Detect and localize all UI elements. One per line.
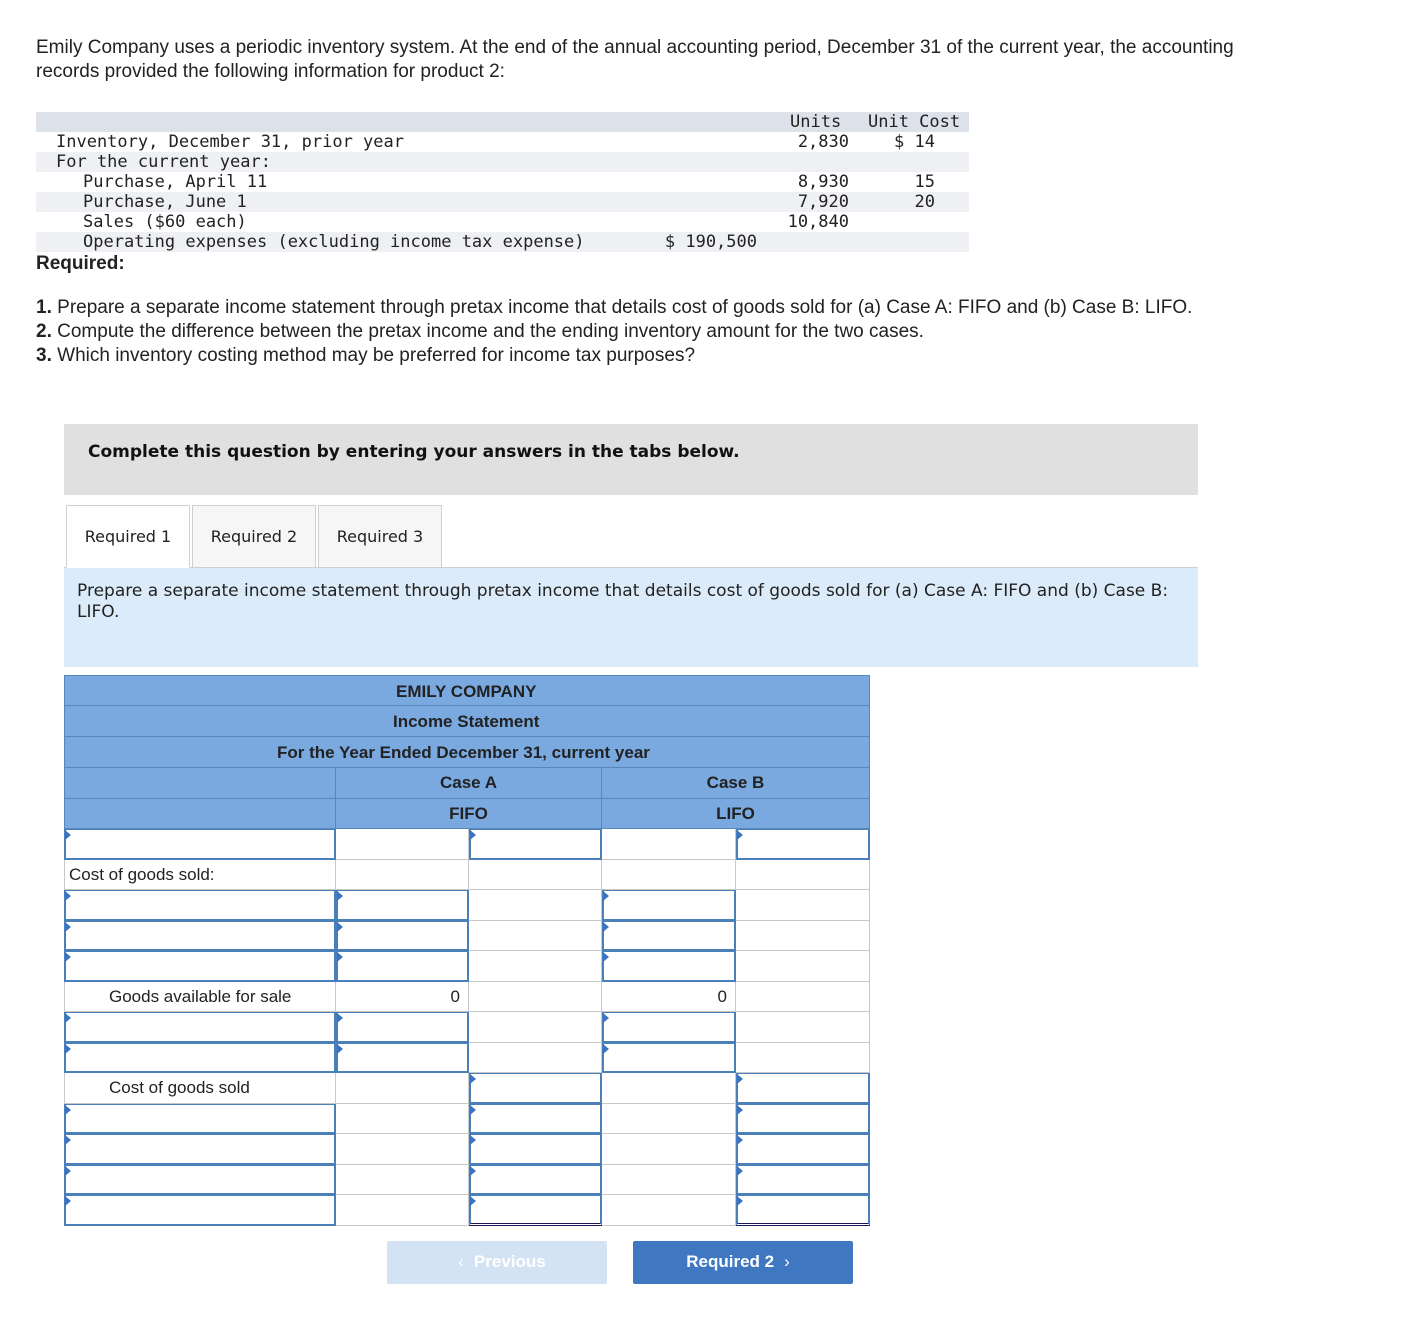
next-button-label: Required 2	[686, 1252, 775, 1271]
case-a-amount-input[interactable]	[469, 1104, 602, 1135]
line-item-input[interactable]	[64, 1043, 336, 1074]
requirement-number: 1.	[36, 297, 52, 318]
table-row	[36, 212, 969, 232]
row-label: For the current year:	[56, 152, 271, 172]
case-a-detail-input[interactable]	[336, 890, 469, 921]
row-amount: $ 190,500	[664, 232, 757, 252]
cogs-total-label: Cost of goods sold	[109, 1078, 250, 1097]
case-b-amount-input[interactable]	[736, 1165, 870, 1196]
case-b-detail-cell	[602, 1073, 736, 1104]
case-a-amount-input[interactable]	[469, 829, 602, 860]
case-a-detail-input[interactable]	[336, 1043, 469, 1074]
case-a-detail-cell	[336, 1134, 469, 1165]
list-item	[36, 296, 1266, 320]
line-item-input[interactable]	[64, 1012, 336, 1043]
case-a-header: Case A	[336, 768, 602, 799]
label-column-header	[64, 799, 336, 830]
problem-intro: Emily Company uses a periodic inventory system. At the end of the annual accounting period, December 31 of the current year, the accounting records provided the following information for product 2:	[36, 37, 1234, 82]
tab-required-2[interactable]: Required 2	[192, 505, 316, 568]
case-a-total-input[interactable]	[469, 1195, 602, 1226]
case-a-amount-cell	[469, 921, 602, 952]
case-header-row	[64, 768, 870, 799]
table-row	[64, 982, 870, 1013]
table-row	[64, 890, 870, 921]
case-a-detail-cell	[336, 1195, 469, 1226]
table-row	[36, 232, 969, 252]
unit-cost-header: Unit Cost	[868, 112, 961, 132]
case-b-detail-input[interactable]	[602, 1043, 736, 1074]
case-a-amount-cell	[469, 860, 602, 891]
requirements-list	[36, 296, 1266, 368]
table-row	[64, 1134, 870, 1165]
case-b-detail-input[interactable]	[602, 921, 736, 952]
tab-required-1[interactable]: Required 1	[66, 505, 190, 568]
case-a-detail-input[interactable]	[336, 921, 469, 952]
case-b-total-input[interactable]	[736, 1195, 870, 1226]
row-units: 7,920	[797, 192, 849, 212]
case-b-amount-input[interactable]	[736, 1104, 870, 1135]
case-a-amount-cell	[469, 982, 602, 1013]
table-row	[36, 132, 969, 152]
previous-button-label: Previous	[473, 1252, 546, 1271]
case-b-goods-available	[602, 982, 736, 1013]
inventory-data-table	[36, 112, 969, 252]
case-a-detail-input[interactable]	[336, 1012, 469, 1043]
case-a-amount-cell	[469, 1043, 602, 1074]
row-label: Sales ($60 each)	[83, 212, 247, 232]
table-row	[64, 860, 870, 891]
case-b-detail-cell	[602, 1195, 736, 1226]
requirement-text: Prepare a separate income statement through pretax income that details cost of goods sold for (a) Case A: FIFO and (b) Case B: LIFO.	[57, 297, 1193, 318]
case-b-amount-cell	[736, 1043, 870, 1074]
chevron-right-icon: ›	[784, 1252, 790, 1271]
row-label: Purchase, April 11	[83, 172, 268, 192]
row-unit-cost: $ 14	[894, 132, 935, 152]
statement-title: Income Statement	[393, 712, 540, 731]
case-b-detail-cell	[602, 1104, 736, 1135]
line-item-input[interactable]	[64, 1195, 336, 1226]
tab-instruction-box	[64, 568, 1198, 667]
case-b-detail-cell	[602, 1165, 736, 1196]
case-a-goods-available	[336, 982, 469, 1013]
row-units: 8,930	[797, 172, 849, 192]
case-b-detail-input[interactable]	[602, 951, 736, 982]
list-item	[36, 344, 1266, 368]
line-item-input[interactable]	[64, 951, 336, 982]
company-name: EMILY COMPANY	[396, 682, 537, 701]
case-b-detail-cell	[602, 860, 736, 891]
lifo-header: LIFO	[602, 799, 870, 830]
requirement-text: Which inventory costing method may be preferred for income tax purposes?	[57, 345, 696, 366]
fifo-header: FIFO	[336, 799, 602, 830]
method-header-row	[64, 799, 870, 830]
table-row	[64, 1104, 870, 1135]
list-item	[36, 320, 1266, 344]
table-row	[36, 192, 969, 212]
previous-button[interactable]	[387, 1241, 607, 1284]
table-row	[64, 1043, 870, 1074]
table-row	[64, 1195, 870, 1226]
case-b-amount-input[interactable]	[736, 829, 870, 860]
row-label: Operating expenses (excluding income tax expense)	[83, 232, 585, 252]
statement-company-row	[64, 675, 870, 706]
case-b-header: Case B	[602, 768, 870, 799]
required-label: Required:	[36, 253, 125, 274]
tab-required-3[interactable]: Required 3	[318, 505, 442, 568]
case-b-amount-input[interactable]	[736, 1134, 870, 1165]
case-a-detail-cell	[336, 860, 469, 891]
requirement-text: Compute the difference between the pretax income and the ending inventory amount for the two cases.	[57, 321, 924, 342]
case-b-amount-input[interactable]	[736, 1073, 870, 1104]
statement-title-row	[64, 706, 870, 737]
case-a-detail-cell	[336, 1165, 469, 1196]
cogs-heading-cell	[64, 860, 336, 891]
case-a-amount-cell	[469, 1012, 602, 1043]
case-a-amount-input[interactable]	[469, 1073, 602, 1104]
case-b-detail-input[interactable]	[602, 1012, 736, 1043]
table-header-row	[36, 112, 969, 132]
tab-instruction-text: Prepare a separate income statement through pretax income that details cost of goods sold for (a) Case A: FIFO and (b) Case B: LIFO.	[77, 581, 1169, 622]
case-a-detail-cell	[336, 829, 469, 860]
row-label: Inventory, December 31, prior year	[56, 132, 404, 152]
statement-period-row	[64, 737, 870, 768]
case-b-amount-cell	[736, 860, 870, 891]
next-required-2-button[interactable]	[633, 1241, 853, 1284]
units-header: Units	[790, 112, 842, 132]
case-a-amount-input[interactable]	[469, 1134, 602, 1165]
table-row	[64, 951, 870, 982]
line-item-input[interactable]	[64, 921, 336, 952]
income-statement-grid	[64, 675, 870, 1226]
instruction-banner-text: Complete this question by entering your answers in the tabs below.	[88, 442, 740, 462]
chevron-left-icon: ‹	[458, 1252, 464, 1271]
requirement-number: 3.	[36, 345, 52, 366]
table-row	[64, 921, 870, 952]
table-row	[64, 1012, 870, 1043]
case-a-detail-cell	[336, 1104, 469, 1135]
statement-period: For the Year Ended December 31, current year	[277, 743, 650, 762]
case-b-amount-cell	[736, 921, 870, 952]
goods-available-cell	[64, 982, 336, 1013]
row-label: Purchase, June 1	[83, 192, 247, 212]
label-column-header	[64, 768, 336, 799]
case-b-detail-cell	[602, 829, 736, 860]
case-b-amount-cell	[736, 1012, 870, 1043]
case-a-detail-input[interactable]	[336, 951, 469, 982]
case-a-detail-cell	[336, 1073, 469, 1104]
line-item-input[interactable]	[64, 829, 336, 860]
table-row	[64, 829, 870, 860]
instruction-banner	[64, 424, 1198, 495]
case-a-amount-cell	[469, 890, 602, 921]
table-row	[64, 1073, 870, 1104]
case-b-amount-cell	[736, 982, 870, 1013]
case-b-detail-cell	[602, 1134, 736, 1165]
table-row	[64, 1165, 870, 1196]
case-a-goods-available-value: 0	[450, 986, 460, 1006]
case-b-amount-cell	[736, 890, 870, 921]
row-unit-cost: 15	[914, 172, 935, 192]
case-b-amount-cell	[736, 951, 870, 982]
cogs-total-cell	[64, 1073, 336, 1104]
row-unit-cost: 20	[914, 192, 935, 212]
line-item-input[interactable]	[64, 1134, 336, 1165]
line-item-input[interactable]	[64, 1165, 336, 1196]
row-units: 10,840	[787, 212, 849, 232]
goods-available-label: Goods available for sale	[109, 986, 292, 1006]
table-row	[36, 172, 969, 192]
case-b-detail-input[interactable]	[602, 890, 736, 921]
line-item-input[interactable]	[64, 890, 336, 921]
row-units: 2,830	[797, 132, 849, 152]
cogs-heading-label: Cost of goods sold:	[69, 864, 215, 884]
line-item-input[interactable]	[64, 1104, 336, 1135]
table-row	[36, 152, 969, 172]
case-a-amount-cell	[469, 951, 602, 982]
requirement-number: 2.	[36, 321, 52, 342]
case-a-amount-input[interactable]	[469, 1165, 602, 1196]
case-b-goods-available-value: 0	[717, 986, 727, 1006]
